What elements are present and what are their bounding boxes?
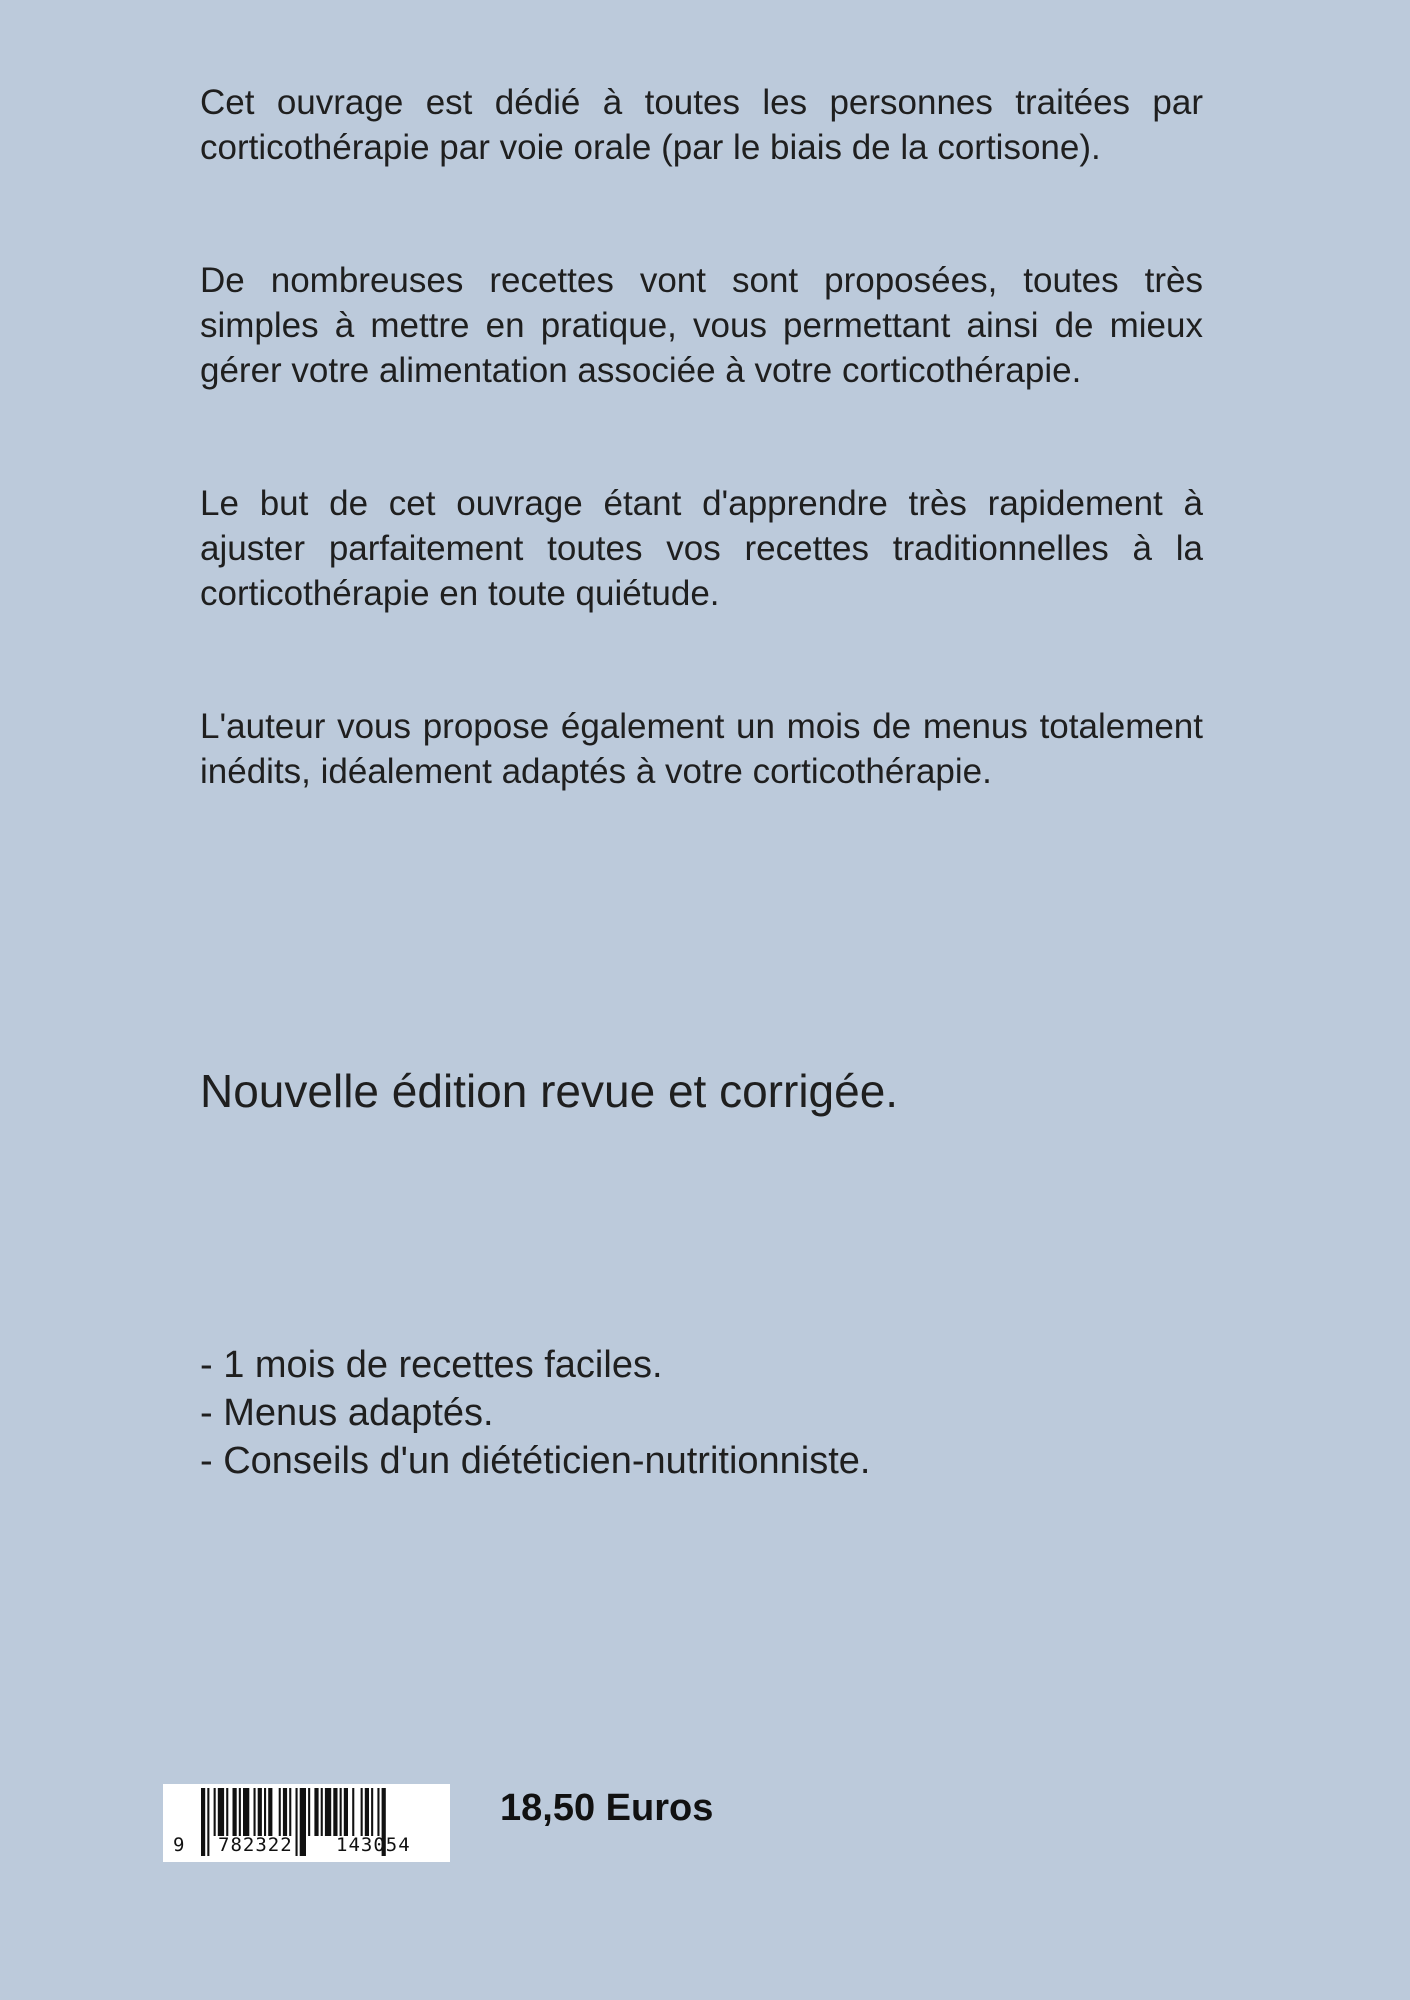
barcode-bar [325, 1788, 331, 1836]
barcode-bar [207, 1788, 209, 1856]
barcode-bar [233, 1788, 237, 1836]
edition-note: Nouvelle édition revue et corrigée. [200, 1065, 899, 1117]
isbn-barcode [163, 1784, 450, 1862]
barcode-bar [314, 1788, 318, 1836]
goal-paragraph: Le but de cet ouvrage étant d'apprendre très rapidement à ajuster parfaitement toutes vos recettes traditionnelles à la corticothérapie en toute quiétude. [200, 484, 1203, 613]
barcode-bar [239, 1788, 241, 1836]
barcode-bar [377, 1788, 379, 1836]
barcode-bar [268, 1788, 272, 1836]
barcode-bar [218, 1788, 224, 1836]
barcode-bar [201, 1788, 205, 1856]
recipes-paragraph: De nombreuses recettes vont sont proposées, toutes très simples à mettre en pratique, vous permettant ainsi de mieux gérer votre alimentation associée à votre corticothérapie. [200, 261, 1203, 390]
intro-paragraph: Cet ouvrage est dédié à toutes les personnes traitées par corticothérapie par voie orale (par le biais de la cortisone). [200, 83, 1203, 167]
barcode-bar [279, 1788, 281, 1836]
barcode-bar [340, 1788, 342, 1836]
menus-paragraph: L'auteur vous propose également un mois de menus totalement inédits, idéalement adaptés à votre corticothérapie. [200, 707, 1203, 791]
barcode-bar [352, 1788, 354, 1836]
barcode-bar [243, 1788, 249, 1836]
barcode-bar [344, 1788, 348, 1836]
barcode-bar [264, 1788, 266, 1836]
barcode-bar [289, 1788, 291, 1836]
barcode-first-digit: 9 [173, 1834, 186, 1856]
feature-item: - Conseils d'un diététicien-nutritionniste. [200, 1440, 871, 1482]
barcode-bar [333, 1788, 337, 1836]
feature-list [200, 1341, 871, 1485]
barcode-left-digits: 782322 [218, 1834, 293, 1856]
barcode-bar [254, 1788, 256, 1836]
barcode-bar [361, 1788, 363, 1836]
barcode-bar [258, 1788, 262, 1836]
barcode-bar [308, 1788, 310, 1836]
barcode-right-digits: 143054 [336, 1834, 411, 1856]
barcode-bar [300, 1788, 306, 1856]
barcode-bar [226, 1788, 228, 1836]
barcode-bar [365, 1788, 369, 1836]
barcode-bar [283, 1788, 287, 1836]
barcode-bar [321, 1788, 323, 1836]
barcode-bar [296, 1788, 298, 1856]
feature-item: - 1 mois de recettes faciles. [200, 1344, 663, 1386]
feature-item: - Menus adaptés. [200, 1392, 494, 1434]
barcode-bar [371, 1788, 373, 1836]
barcode-bar [214, 1788, 216, 1836]
price: 18,50 Euros [500, 1787, 714, 1829]
